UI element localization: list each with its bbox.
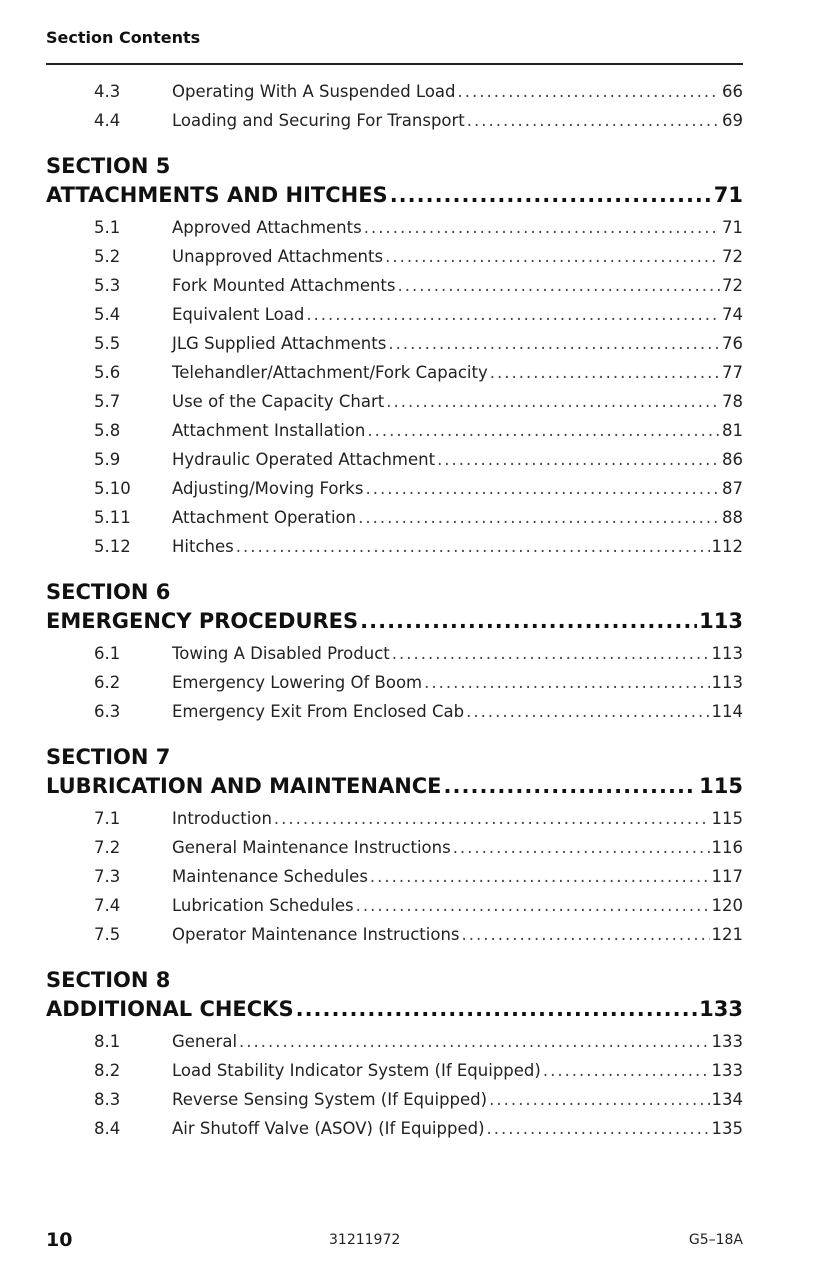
entry-title: Air Shutoff Valve (ASOV) (If Equipped) [172,1119,485,1138]
dot-leader [236,537,710,556]
dot-leader [274,809,710,828]
dot-leader [296,994,698,1024]
entry-title: Load Stability Indicator System (If Equipped) [172,1061,541,1080]
entry-title: Emergency Lowering Of Boom [172,673,423,692]
entry-number: 8.1 [94,1032,121,1051]
entry-title: Use of the Capacity Chart [172,392,385,411]
section-heading[interactable] [46,994,743,1028]
entry-page: 69 [722,111,743,130]
entry-number: 8.2 [94,1061,121,1080]
dot-leader [306,305,720,324]
entry-title: Hydraulic Operated Attachment [172,450,436,469]
toc-entry[interactable] [46,363,743,392]
entry-page: 112 [711,537,743,556]
dot-leader [398,276,721,295]
footer-page-number: 10 [46,1229,73,1251]
entry-title: Towing A Disabled Product [172,644,390,663]
toc-entry[interactable] [46,838,743,867]
toc-entry[interactable] [46,809,743,838]
entry-page: 117 [711,867,743,886]
entry-title: Approved Attachments [172,218,362,237]
entry-page: 76 [722,334,743,353]
entry-title: Unapproved Attachments [172,247,384,266]
entry-number: 5.6 [94,363,121,382]
toc-entry[interactable] [46,896,743,925]
section-page: 71 [713,183,743,207]
section-heading[interactable] [46,180,743,214]
toc-entry[interactable] [46,111,743,140]
entry-page: 74 [722,305,743,324]
toc-entry[interactable] [46,1032,743,1061]
dot-leader [467,111,720,130]
toc-entry[interactable] [46,702,743,731]
section-title: ATTACHMENTS AND HITCHES [46,183,388,207]
toc-entry[interactable] [46,334,743,363]
section-label: SECTION 7 [46,745,171,769]
dot-leader [388,334,720,353]
section-heading[interactable] [46,606,743,640]
entry-number: 5.4 [94,305,121,324]
dot-leader [424,673,709,692]
toc-entry[interactable] [46,450,743,479]
entry-page: 115 [711,809,743,828]
dot-leader [466,702,709,721]
entry-page: 113 [711,644,743,663]
entry-page: 87 [722,479,743,498]
entry-number: 8.3 [94,1090,121,1109]
entry-page: 77 [722,363,743,382]
section-heading[interactable] [46,771,743,805]
toc-entry[interactable] [46,392,743,421]
entry-number: 5.9 [94,450,121,469]
dot-leader [390,180,712,210]
entry-number: 5.11 [94,508,131,527]
section-page: 133 [699,997,743,1021]
entry-page: 134 [711,1090,743,1109]
entry-number: 6.1 [94,644,121,663]
toc-entry[interactable] [46,1090,743,1119]
entry-title: Reverse Sensing System (If Equipped) [172,1090,488,1109]
toc-entry[interactable] [46,1061,743,1090]
section-label: SECTION 6 [46,580,171,604]
toc-section [46,966,743,1148]
entry-title: Hitches [172,537,234,556]
entry-page: 133 [711,1032,743,1051]
dot-leader [386,392,720,411]
entry-title: Operator Maintenance Instructions [172,925,460,944]
dot-leader [453,838,710,857]
entry-page: 71 [722,218,743,237]
entry-title: Attachment Operation [172,508,357,527]
dot-leader [462,925,710,944]
entry-number: 5.10 [94,479,131,498]
toc-section [46,152,743,566]
entry-page: 86 [722,450,743,469]
entry-page: 66 [722,82,743,101]
table-of-contents [46,82,743,1148]
dot-leader [487,1119,710,1138]
dot-leader [458,82,720,101]
toc-entry[interactable] [46,421,743,450]
entry-page: 133 [711,1061,743,1080]
toc-section [46,743,743,954]
dot-leader [365,479,720,498]
header-divider [46,63,743,65]
entry-number: 8.4 [94,1119,121,1138]
entry-title: Equivalent Load [172,305,305,324]
dot-leader [385,247,720,266]
entry-title: Attachment Installation [172,421,366,440]
entry-title: JLG Supplied Attachments [172,334,387,353]
entry-number: 5.2 [94,247,121,266]
entry-page: 78 [722,392,743,411]
entry-title: Fork Mounted Attachments [172,276,396,295]
entry-page: 135 [711,1119,743,1138]
dot-leader [543,1061,710,1080]
toc-entry[interactable] [46,247,743,276]
dot-leader [367,421,720,440]
dot-leader [360,606,697,636]
dot-leader [490,363,720,382]
entry-title: General Maintenance Instructions [172,838,451,857]
entry-page: 114 [711,702,743,721]
entry-title: Telehandler/Attachment/Fork Capacity [172,363,488,382]
toc-entry[interactable] [46,305,743,334]
entry-title: Lubrication Schedules [172,896,354,915]
entry-number: 7.3 [94,867,121,886]
section-label: SECTION 5 [46,154,171,178]
toc-entry[interactable] [46,537,743,566]
entry-number: 5.3 [94,276,121,295]
entry-number: 4.4 [94,111,121,130]
entry-number: 7.5 [94,925,121,944]
section-page: 113 [699,609,743,633]
footer-revision: G5–18A [688,1232,743,1248]
entry-page: 72 [722,276,743,295]
entry-number: 6.2 [94,673,121,692]
entry-number: 5.8 [94,421,121,440]
entry-title: General [172,1032,238,1051]
entry-title: Maintenance Schedules [172,867,368,886]
entry-page: 113 [711,673,743,692]
section-title: EMERGENCY PROCEDURES [46,609,359,633]
page-header-title: Section Contents [46,28,201,47]
toc-entry[interactable] [46,644,743,673]
footer-doc-number: 31211972 [329,1232,401,1248]
toc-entry[interactable] [46,218,743,247]
entry-page: 88 [722,508,743,527]
toc-entry[interactable] [46,673,743,702]
dot-leader [356,896,710,915]
entry-number: 5.12 [94,537,131,556]
dot-leader [444,771,698,801]
entry-title: Emergency Exit From Enclosed Cab [172,702,465,721]
entry-number: 7.1 [94,809,121,828]
dot-leader [358,508,720,527]
entry-title: Operating With A Suspended Load [172,82,456,101]
toc-entry[interactable] [46,1119,743,1148]
dot-leader [364,218,720,237]
entry-title: Introduction [172,809,272,828]
entry-page: 72 [722,247,743,266]
toc-section [46,578,743,731]
entry-number: 7.4 [94,896,121,915]
entry-number: 4.3 [94,82,121,101]
entry-title: Loading and Securing For Transport [172,111,465,130]
toc-entry[interactable] [46,82,743,111]
dot-leader [489,1090,709,1109]
dot-leader [239,1032,709,1051]
entry-number: 5.7 [94,392,121,411]
dot-leader [437,450,720,469]
section-label: SECTION 8 [46,968,171,992]
section-page: 115 [699,774,743,798]
entry-number: 6.3 [94,702,121,721]
toc-entry[interactable] [46,276,743,305]
entry-page: 116 [711,838,743,857]
dot-leader [392,644,710,663]
section-title: LUBRICATION AND MAINTENANCE [46,774,442,798]
toc-entry[interactable] [46,867,743,896]
entry-number: 7.2 [94,838,121,857]
entry-page: 81 [722,421,743,440]
entry-page: 120 [711,896,743,915]
entry-number: 5.1 [94,218,121,237]
entry-number: 5.5 [94,334,121,353]
toc-entry[interactable] [46,479,743,508]
dot-leader [370,867,710,886]
entry-title: Adjusting/Moving Forks [172,479,364,498]
section-title: ADDITIONAL CHECKS [46,997,294,1021]
toc-entry[interactable] [46,925,743,954]
toc-entry[interactable] [46,508,743,537]
entry-page: 121 [711,925,743,944]
